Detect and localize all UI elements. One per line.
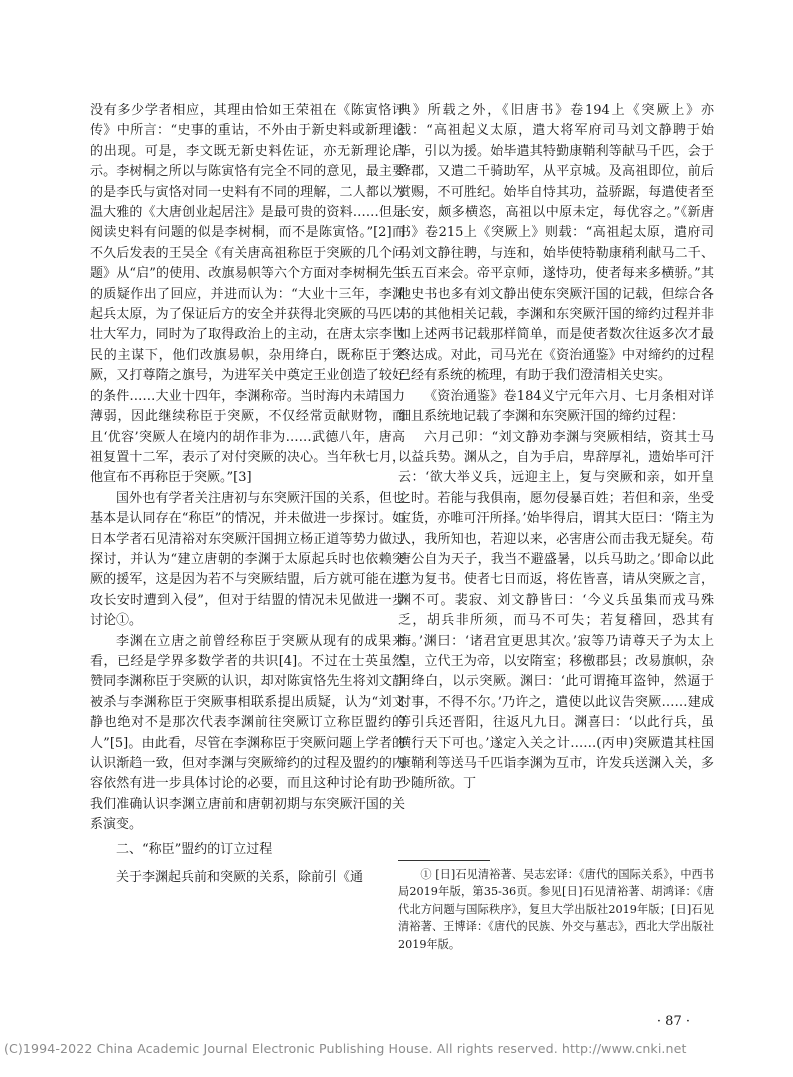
body-paragraph: 关于李渊起兵前和突厥的关系，除前引《通 (116, 870, 364, 886)
copyright-watermark: (C)1994-2022 China Academic Journal Electronic Publishing House. All rights reserved. http://www.cnki.net (4, 1041, 687, 1056)
body-paragraph: 李渊在立唐之前曾经称臣于突厥从现有的成果来看，已经是学界多数学者的共识[4]。不过在士英虽然赞同李渊称臣于突厥的认识，却对陈寅恪先生将刘文静被杀与李渊称臣于突厥事相联系提出质疑，认为“刘文静也绝对不是那次代表李渊前往突厥订立称臣盟约的人”[5]。由此看，尽管在李渊称臣于突厥问题上学者的认识渐趋一致，但对李渊与突厥缔约的过程及盟约的内容依然有进一步具体讨论的必要，而且这种讨论有助于我们准确认识李渊立唐前和唐朝初期与东突厥汗国的关系演变。 (90, 633, 405, 833)
body-paragraph: 没有多少学者相应，其理由恰如王荣祖在《陈寅恪评传》中所言：“史事的重诂，不外由于新史料或新理论的出现。可是，李文既无新史料佐证，亦无新理论启示。李树桐之所以与陈寅恪有完全不同的意见，最主要的是李氏与寅恪对同一史料有不同的理解，二人都以为温大雅的《大唐创业起居注》是最可贵的资料……但是阅读史料有问题的似是李树桐，而不是陈寅恪。”[2]而不久后发表的王吴全《有关唐高祖称臣于突厥的几个问题》从“启”的使用、改旗易帜等六个方面对李树桐先生的质疑作出了回应，并进而认为：“大业十三年，李渊起兵太原，为了保证后方的安全并获得北突厥的马匹以壮大军力，同时为了取得政治上的主动，在唐太宗李世民的主谋下，他们改旗易帜，杂用绛白，既称臣于突厥，又打尊隋之旗号，为进军关中奠定王业创造了较好的条件……大业十四年，李渊称帝。当时海内未靖国力薄弱，因此继续称臣于突厥，不仅经常贡献财物，而且‘优容’突厥人在境内的胡作非为……武德八年，唐高祖复置十二军，表示了对付突厥的决心。当年秋七月，他宣布不再称臣于突厥。”[3] (90, 103, 405, 486)
footnote: ① [日]石见清裕著、吴志宏译：《唐代的国际关系》，中西书局2019年版，第35-36页。参见[日]石见清裕著、胡鸿译：《唐代北方问题与国际秩序》，复旦大学出版社2019年版；[日]石见清裕著、王博译：《唐代的民族、外交与墓志》，西北大学出版社2019年版。 (398, 868, 714, 951)
page-number: · 87 · (656, 1014, 690, 1029)
left-column (90, 101, 405, 888)
section-heading: 二、“称臣”盟约的订立过程 (116, 841, 273, 857)
body-paragraph: 《资治通鉴》卷184义宁元年六月、七月条相对详细且系统地记载了李渊和东突厥汗国的缔约过程： (398, 388, 714, 425)
right-column (398, 101, 714, 795)
block-quote: 六月己卯：“刘文静劝李渊与突厥相结，资其士马以益兵势。渊从之，自为手启，卑辞厚礼，遗始毕可汗云：‘欲大举义兵，远迎主上，复与突厥和亲，如开皇之时。若能与我俱南，愿勿侵暴百姓；若但和亲，坐受宝货，亦唯可汗所择。’始毕得启，谓其大臣曰：‘隋主为人，我所知也，若迎以来，必害唐公而击我无疑矣。苟唐公自为天子，我当不避盛暑，以兵马助之。’即命以此意为复书。使者七日而返，将佐皆喜，请从突厥之言，渊不可。裴寂、刘文静皆曰：‘今义兵虽集而戎马殊乏，胡兵非所须，而马不可失；若复稽回，恐其有悔。’渊曰：‘诸君宜更思其次。’寂等乃请尊天子为太上皇，立代王为帝，以安隋室；移檄郡县；改易旗帜，杂用绛白，以示突厥。渊曰：‘此可谓掩耳盗钟，然逼于时事，不得不尔。’乃许之，遣使以此议告突厥……建成等引兵还晋阳，往返凡九日。渊喜曰：‘以此行兵，虽横行天下可也。’遂定入关之计……(丙申)突厥遣其柱国康鞘利等送马千匹诣李渊为互市，许发兵送渊入关，多少随所欲。丁 (398, 429, 714, 792)
footnote-divider (398, 860, 490, 861)
body-paragraph: 国外也有学者关注唐初与东突厥汗国的关系，但也基本是认同存在“称臣”的情况，并未做进一步探讨。如日本学者石见清裕对东突厥汗国拥立杨正道等势力做过探讨，并认为“建立唐朝的李渊于太原起兵时也依赖突厥的援军，这是因为若不与突厥结盟，后方就可能在进攻长安时遭到入侵”，但对于结盟的情况未见做进一步讨论①。 (90, 490, 405, 629)
body-paragraph: 典》所载之外，《旧唐书》卷194上《突厥上》亦载：“高祖起义太原，遣大将军府司马刘文静聘于始毕，引以为援。始毕遣其特勤康鞘利等献马千匹，会于绛郡，又遣二千骑助军，从平京城。及高祖即位，前后赏赐，不可胜纪。始毕自恃其功，益骄踞，每遣使者至长安，颇多横恣，高祖以中原未定，每优容之。”《新唐书》卷215上《突厥上》则载：“高祖起太原，遣府司马刘文静往聘，与连和，始毕使特勒康稍利献马二千、兵五百来会。帝平京师，遂恃功，使者每来多横骄。”其他史书也多有刘文静出使东突厥汗国的记载，但综合各书的其他相关记载，李渊和东突厥汗国的缔约过程并非如上述两书记载那样简单，而是使者数次往返多次才最终达成。对此，司马光在《资治通鉴》中对缔约的过程已经有系统的梳理，有助于我们澄清相关史实。 (398, 103, 714, 384)
